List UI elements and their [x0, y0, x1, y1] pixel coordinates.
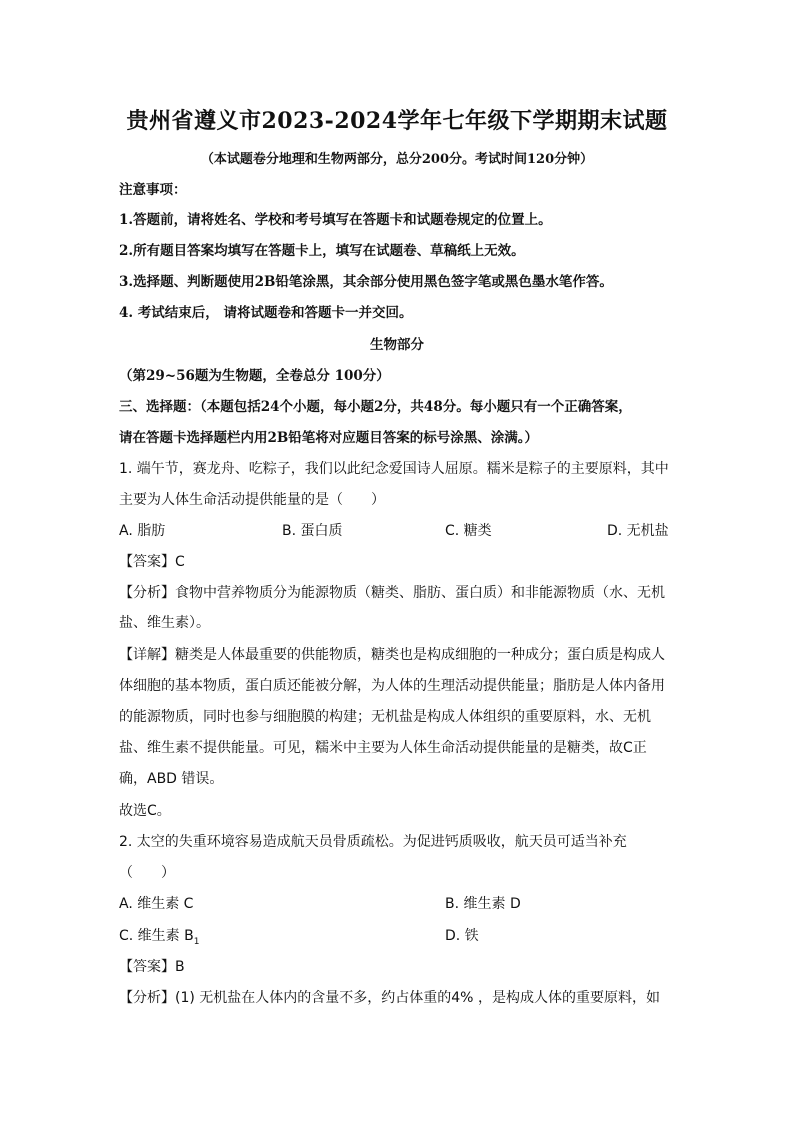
exam-subtitle: （本试题卷分地理和生物两部分，总分200分。考试时间120分钟） [200, 152, 594, 167]
q2-option-b: B. 维生素 D [445, 896, 521, 912]
q1-conclusion: 故选C。 [119, 803, 171, 819]
q2-stem-line-2: （ ） [119, 865, 175, 881]
page-title: 贵州省遵义市2023-2024学年七年级下学期期末试题 [126, 108, 668, 134]
section-range: （第29~56题为生物题，全卷总分 100分） [119, 368, 390, 384]
q2-option-c [119, 925, 199, 947]
section-instruction-line-2: 请在答题卡选择题栏内用2B铅笔将对应题目答案的标号涂黑、涂满。） [119, 430, 539, 446]
q2-option-c-subscript: 1 [193, 936, 200, 947]
section-instruction-line-1: 三、选择题：（本题包括24个小题，每小题2分，共48分。每小题只有一个正确答案， [119, 399, 632, 415]
note-item-2: 2.所有题目答案均填写在答题卡上，填写在试题卷、草稿纸上无效。 [119, 243, 525, 259]
q1-option-d: D. 无机盐 [607, 523, 669, 539]
q1-analysis-line-1: 【分析】食物中营养物质分为能源物质（糖类、脂肪、蛋白质）和非能源物质（水、无机 [119, 585, 665, 601]
q2-option-d: D. 铁 [445, 928, 479, 944]
q1-analysis-line-2: 盐、维生素）。 [119, 615, 210, 631]
q2-option-a: A. 维生素 C [119, 896, 194, 912]
q1-option-a: A. 脂肪 [119, 523, 166, 539]
q1-detail-line-3: 的能源物质，同时也参与细胞膜的构建；无机盐是构成人体组织的重要原料，水、无机 [119, 709, 651, 725]
q1-option-c: C. 糖类 [445, 523, 492, 539]
q1-detail-line-1: 【详解】糖类是人体最重要的供能物质，糖类也是构成细胞的一种成分；蛋白质是构成人 [119, 647, 665, 663]
q1-stem-line-1: 1. 端午节，赛龙舟、吃粽子，我们以此纪念爱国诗人屈原。糯米是粽子的主要原料，其中 [119, 461, 669, 477]
q1-detail-line-2: 体细胞的基本物质，蛋白质还能被分解，为人体的生理活动提供能量；脂肪是人体内备用 [119, 678, 665, 694]
q1-answer: 【答案】C [119, 554, 185, 570]
q2-option-c-text: C. 维生素 B [119, 928, 194, 944]
q2-stem-line-1: 2. 太空的失重环境容易造成航天员骨质疏松。为促进钙质吸收，航天员可适当补充 [119, 834, 627, 850]
notes-heading: 注意事项： [119, 182, 187, 198]
note-item-3: 3.选择题、判断题使用2B铅笔涂黑，其余部分使用黑色签字笔或黑色墨水笔作答。 [119, 274, 613, 290]
q1-detail-line-4: 盐、维生素不提供能量。可见，糯米中主要为人体生命活动提供能量的是糖类，故C正 [119, 740, 647, 756]
q1-detail-line-5: 确，ABD 错误。 [119, 771, 224, 787]
note-item-4: 4. 考试结束后， 请将试题卷和答题卡一并交回。 [119, 305, 413, 321]
q1-option-b: B. 蛋白质 [282, 523, 343, 539]
section-title: 生物部分 [370, 337, 424, 353]
note-item-1: 1.答题前，请将姓名、学校和考号填写在答题卡和试题卷规定的位置上。 [119, 212, 552, 228]
q2-analysis-line-1: 【分析】(1) 无机盐在人体内的含量不多，约占体重的4% ，是构成人体的重要原料，如 [119, 990, 660, 1006]
q2-answer: 【答案】B [119, 959, 185, 975]
q1-stem-line-2: 主要为人体生命活动提供能量的是（ ） [119, 492, 385, 508]
